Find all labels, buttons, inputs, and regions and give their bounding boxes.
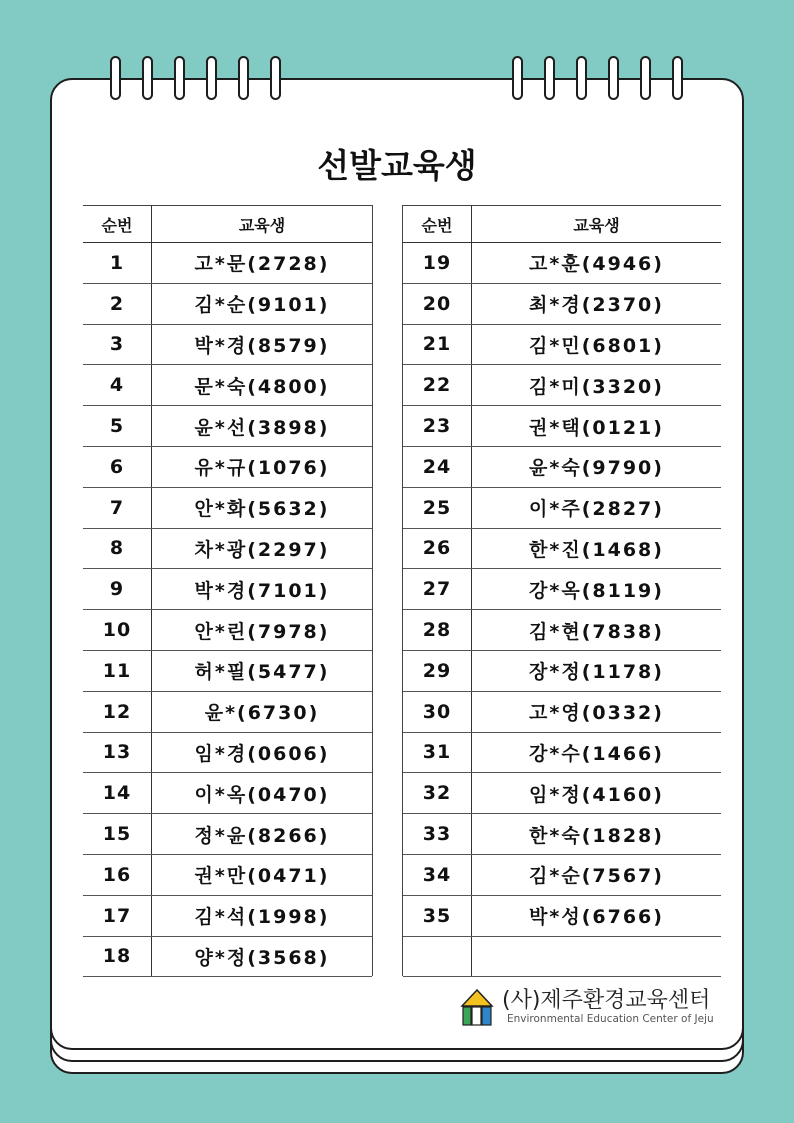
spiral-ring xyxy=(608,56,619,100)
trainee-name: 권*택(0121) xyxy=(472,406,722,447)
table-row xyxy=(83,732,372,773)
row-number: 23 xyxy=(403,406,472,447)
trainee-name: 박*경(7101) xyxy=(152,569,373,610)
row-number: 18 xyxy=(83,936,152,977)
trainee-name: 강*수(1466) xyxy=(472,732,722,773)
trainee-name: 박*성(6766) xyxy=(472,895,722,936)
trainee-name: 김*현(7838) xyxy=(472,610,722,651)
trainee-name: 이*옥(0470) xyxy=(152,773,373,814)
row-number: 31 xyxy=(403,732,472,773)
row-number: 26 xyxy=(403,528,472,569)
table-row xyxy=(403,283,721,324)
table-row xyxy=(403,854,721,895)
table-row xyxy=(83,610,372,651)
header-number: 순번 xyxy=(83,206,152,243)
trainee-name: 임*경(0606) xyxy=(152,732,373,773)
table-row xyxy=(83,324,372,365)
trainee-table-left xyxy=(83,205,372,977)
trainee-name: 허*필(5477) xyxy=(152,650,373,691)
trainee-name: 고*문(2728) xyxy=(152,243,373,284)
row-number: 20 xyxy=(403,283,472,324)
table-row xyxy=(403,773,721,814)
row-number: 22 xyxy=(403,365,472,406)
row-number: 29 xyxy=(403,650,472,691)
table-row xyxy=(83,569,372,610)
row-number: 6 xyxy=(83,446,152,487)
row-number: 34 xyxy=(403,854,472,895)
trainee-name: 박*경(8579) xyxy=(152,324,373,365)
spiral-ring xyxy=(544,56,555,100)
trainee-name xyxy=(472,936,722,977)
trainee-name: 권*만(0471) xyxy=(152,854,373,895)
organization-name-english: Environmental Education Center of Jeju xyxy=(507,1013,714,1025)
table-row xyxy=(83,773,372,814)
table-row xyxy=(403,650,721,691)
table-row xyxy=(403,895,721,936)
trainee-name: 양*정(3568) xyxy=(152,936,373,977)
table-row xyxy=(403,243,721,284)
row-number: 10 xyxy=(83,610,152,651)
table-row xyxy=(83,283,372,324)
table-row xyxy=(83,691,372,732)
table-row xyxy=(403,446,721,487)
table-row xyxy=(403,691,721,732)
trainee-name: 김*순(7567) xyxy=(472,854,722,895)
table-row xyxy=(83,936,372,977)
row-number: 33 xyxy=(403,814,472,855)
row-number: 5 xyxy=(83,406,152,447)
table-row xyxy=(83,814,372,855)
spiral-ring xyxy=(576,56,587,100)
row-number: 13 xyxy=(83,732,152,773)
trainee-table-right xyxy=(403,205,721,977)
organization-logo xyxy=(459,987,729,1031)
table-row xyxy=(403,732,721,773)
row-number: 3 xyxy=(83,324,152,365)
trainee-name: 임*정(4160) xyxy=(472,773,722,814)
spiral-ring xyxy=(270,56,281,100)
row-number: 24 xyxy=(403,446,472,487)
trainee-name: 유*규(1076) xyxy=(152,446,373,487)
trainee-name: 김*미(3320) xyxy=(472,365,722,406)
row-number: 30 xyxy=(403,691,472,732)
trainee-name: 이*주(2827) xyxy=(472,487,722,528)
column-divider xyxy=(372,205,403,976)
trainee-name: 김*순(9101) xyxy=(152,283,373,324)
header-number: 순번 xyxy=(403,206,472,243)
row-number: 19 xyxy=(403,243,472,284)
spiral-ring xyxy=(110,56,121,100)
table-row xyxy=(403,814,721,855)
row-number: 27 xyxy=(403,569,472,610)
table-row xyxy=(403,365,721,406)
spiral-ring xyxy=(512,56,523,100)
row-number: 7 xyxy=(83,487,152,528)
row-number: 1 xyxy=(83,243,152,284)
table-row xyxy=(403,324,721,365)
house-pencil-logo-icon xyxy=(459,987,495,1027)
trainee-name: 김*석(1998) xyxy=(152,895,373,936)
spiral-ring xyxy=(174,56,185,100)
trainee-name: 문*숙(4800) xyxy=(152,365,373,406)
row-number: 16 xyxy=(83,854,152,895)
row-number: 11 xyxy=(83,650,152,691)
table-row xyxy=(403,610,721,651)
row-number: 35 xyxy=(403,895,472,936)
trainee-name: 정*윤(8266) xyxy=(152,814,373,855)
row-number: 25 xyxy=(403,487,472,528)
table-row xyxy=(83,895,372,936)
row-number: 9 xyxy=(83,569,152,610)
row-number: 15 xyxy=(83,814,152,855)
table-row xyxy=(403,487,721,528)
row-number: 4 xyxy=(83,365,152,406)
spiral-ring xyxy=(238,56,249,100)
table-header-row xyxy=(83,206,372,243)
table-row xyxy=(403,528,721,569)
table-header-row xyxy=(403,206,721,243)
row-number: 8 xyxy=(83,528,152,569)
table-row xyxy=(83,243,372,284)
header-trainee: 교육생 xyxy=(472,206,722,243)
row-number: 21 xyxy=(403,324,472,365)
spiral-ring xyxy=(142,56,153,100)
trainee-name: 김*민(6801) xyxy=(472,324,722,365)
trainee-name: 강*옥(8119) xyxy=(472,569,722,610)
row-number: 2 xyxy=(83,283,152,324)
trainee-name: 고*훈(4946) xyxy=(472,243,722,284)
table-row xyxy=(83,365,372,406)
table-row xyxy=(83,446,372,487)
table-row xyxy=(83,528,372,569)
spiral-ring xyxy=(640,56,651,100)
table-row xyxy=(83,650,372,691)
trainee-name: 장*정(1178) xyxy=(472,650,722,691)
row-number: 14 xyxy=(83,773,152,814)
trainee-name: 한*진(1468) xyxy=(472,528,722,569)
table-row xyxy=(83,487,372,528)
trainee-name: 최*경(2370) xyxy=(472,283,722,324)
trainee-name: 차*광(2297) xyxy=(152,528,373,569)
trainee-name: 고*영(0332) xyxy=(472,691,722,732)
table-row xyxy=(403,406,721,447)
row-number: 12 xyxy=(83,691,152,732)
row-number: 17 xyxy=(83,895,152,936)
organization-name: (사)제주환경교육센터 xyxy=(502,988,711,1013)
table-row-empty xyxy=(403,936,721,977)
spiral-ring xyxy=(672,56,683,100)
trainee-name: 안*린(7978) xyxy=(152,610,373,651)
row-number: 28 xyxy=(403,610,472,651)
row-number: 32 xyxy=(403,773,472,814)
header-trainee: 교육생 xyxy=(152,206,373,243)
trainee-name: 윤*숙(9790) xyxy=(472,446,722,487)
trainee-name: 윤*(6730) xyxy=(152,691,373,732)
table-row xyxy=(83,854,372,895)
table-row xyxy=(403,569,721,610)
row-number xyxy=(403,936,472,977)
table-row xyxy=(83,406,372,447)
trainee-name: 윤*선(3898) xyxy=(152,406,373,447)
spiral-ring xyxy=(206,56,217,100)
trainee-name: 한*숙(1828) xyxy=(472,814,722,855)
trainee-name: 안*화(5632) xyxy=(152,487,373,528)
page-title: 선발교육생 xyxy=(317,146,477,185)
